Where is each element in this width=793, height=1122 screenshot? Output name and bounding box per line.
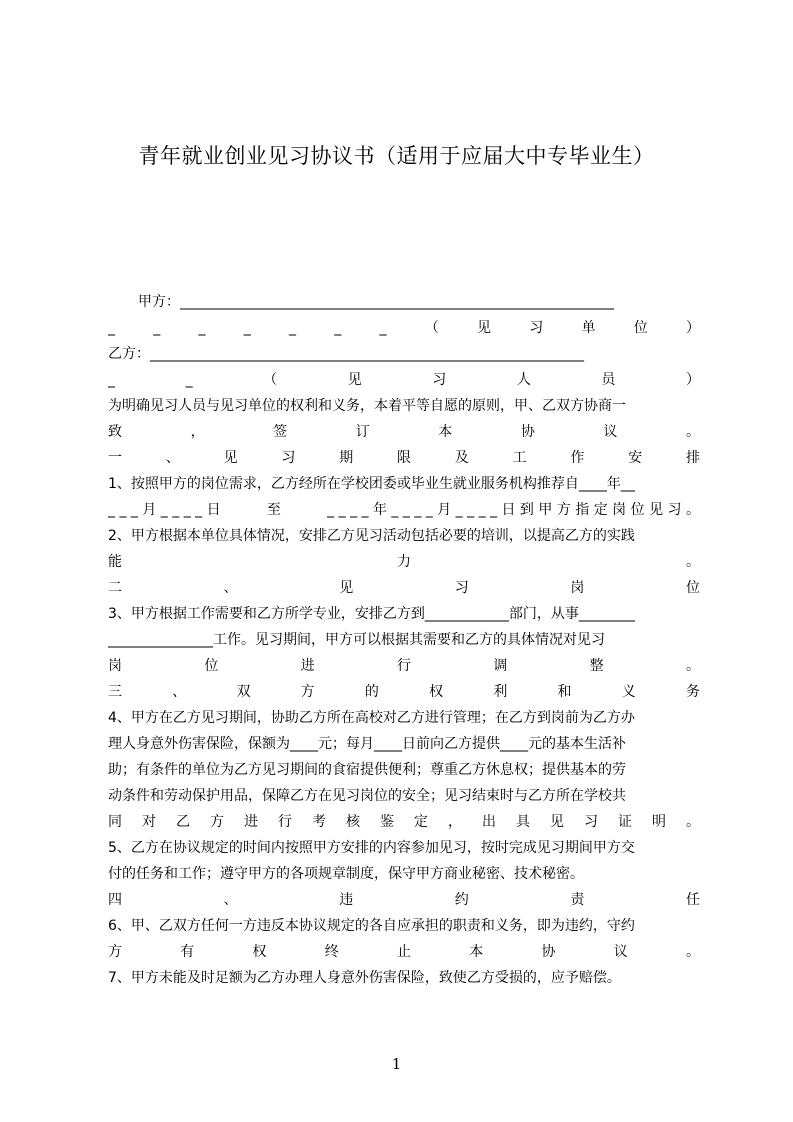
body-line: _ _ _ _ _ _ _ （ 见 习 单 位 ）	[108, 320, 700, 336]
body-line: 1、按照甲方的岗位需求，乙方经所在学校团委或毕业生就业服务机构推荐自____年__	[108, 476, 635, 492]
body-line: 甲方：______________________________________________________________	[138, 294, 614, 310]
body-line: 7、甲方未能及时足额为乙方办理人身意外伤害保险，致使乙方受损的，应予赔偿。	[108, 970, 621, 986]
body-line: 为明确见习人员与见习单位的权利和义务，本着平等自愿的原则，甲、乙双方协商一	[108, 398, 626, 414]
body-line: 付的任务和工作；遵守甲方的各项规章制度，保守甲方商业秘密、技术秘密。	[108, 866, 584, 882]
body-line: 三 、 双 方 的 权 利 和 义 务	[108, 684, 700, 700]
body-line: 3、甲方根据工作需要和乙方所学专业，安排乙方到____________部门，从事________	[108, 606, 635, 622]
body-line: 5、乙方在协议规定的时间内按照甲方安排的内容参加见习，按时完成见习期间甲方交	[108, 840, 635, 856]
page-number: 1	[391, 1055, 402, 1073]
body-line: 方 有 权 终 止 本 协 议 。	[108, 944, 700, 960]
body-line: 能 力 。	[108, 554, 700, 570]
body-line: 致 ， 签 订 本 协 议 。	[108, 424, 700, 440]
body-line: 一 、 见 习 期 限 及 工 作 安 排	[108, 450, 700, 466]
body-line: 岗 位 进 行 调 整 。	[108, 658, 700, 674]
body-line: 同 对 乙 方 进 行 考 核 鉴 定 ， 出 具 见 习 证 明 。	[108, 814, 700, 830]
document-title: 青年就业创业见习协议书（适用于应届大中专毕业生）	[138, 144, 655, 168]
body-line: 4、甲方在乙方见习期间，协助乙方所在高校对乙方进行管理；在乙方到岗前为乙方办	[108, 710, 635, 726]
body-line: 乙方：______________________________________________________________	[108, 346, 584, 362]
body-line: 二 、 见 习 岗 位	[108, 580, 700, 596]
body-line: 2、甲方根据本单位具体情况，安排乙方见习活动包括必要的培训，以提高乙方的实践	[108, 528, 635, 544]
body-line: 6、甲、乙双方任何一方违反本协议规定的各自应承担的职责和义务，即为违约，守约	[108, 918, 635, 934]
body-line: 四 、 违 约 责 任	[108, 892, 700, 908]
body-line: _______________工作。见习期间，甲方可以根据其需要和乙方的具体情况对见习	[108, 632, 605, 648]
body-line: 助；有条件的单位为乙方见习期间的食宿提供便利；尊重乙方休息权；提供基本的劳	[108, 762, 626, 778]
body-line: _ _ （ 见 习 人 员 ）	[108, 372, 700, 388]
body-line: 动条件和劳动保护用品，保障乙方在见习岗位的安全；见习结束时与乙方所在学校共	[108, 788, 626, 804]
body-line: 理人身意外伤害保险，保额为____元；每月____日前向乙方提供____元的基本生活补	[108, 736, 626, 752]
body-line: _ _ _ 月 _ _ _ _ 日 至 _ _ _ _ 年 _ _ _ _ 月 _ _ _ _ 日 到 甲 方 指 定 岗 位 见 习 。	[108, 502, 700, 518]
